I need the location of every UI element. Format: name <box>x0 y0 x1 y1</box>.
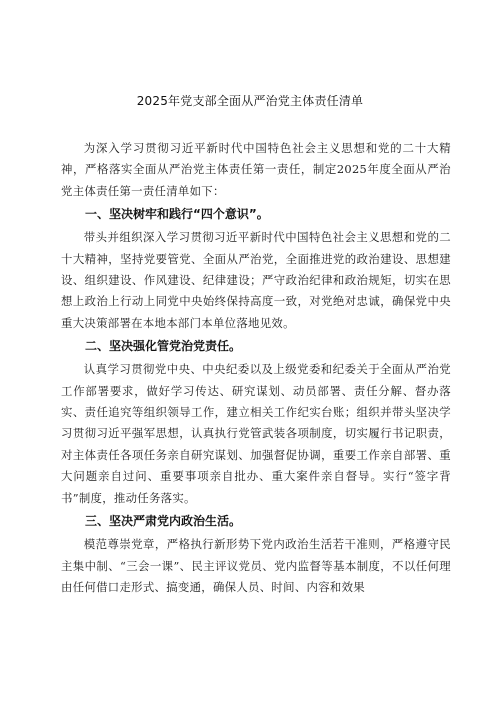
intro-paragraph: 为深入学习贯彻习近平新时代中国特色社会主义思想和党的二十大精神，严格落实全面从严治党主体责任第一责任，制定2025年度全面从严治党主体责任第一责任清单如下： <box>61 141 451 198</box>
section-1-body: 带头并组织深入学习贯彻习近平新时代中国特色社会主义思想和党的二十大精神，坚持党要管党、全面从严治党，全面推进党的政治建设、思想建设、组织建设、作风建设、纪律建设；严守政治纪律和政治规矩，切实在思想上政治上行动上同党中央始终保持高度一致，对党绝对忠诚，确保党中央重大决策部署在本地本部门本单位落地见效。 <box>61 230 451 330</box>
document-title: 2025年党支部全面从严治党主体责任清单 <box>136 94 364 108</box>
section-2-body: 认真学习贯彻党中央、中央纪委以及上级党委和纪委关于全面从严治党工作部署要求，做好学习传达、研究谋划、动员部署、责任分解、督办落实、责任追究等组织领导工作，建立相关工作纪实台账；组织并带头坚决学习贯彻习近平强军思想，认真执行党管武装各项制度，切实履行书记职责，对主体责任各项任务亲自研究谋划、加强督促协调，重要工作亲自部署、重大问题亲自过问、重要事项亲自批办、重大案件亲自督导。实行“签字背书”制度，推动任务落实。 <box>61 362 451 505</box>
section-2-heading: 二、坚决强化管党治党责任。 <box>85 339 242 354</box>
document-body <box>61 138 451 598</box>
section-3-body: 模范尊崇党章，严格执行新形势下党内政治生活若干准则，严格遵守民主集中制、“三会一课”、民主评议党员、党内监督等基本制度，不以任何理由任何借口走形式、搞变通，确保人员、时间、内容和效果 <box>61 537 451 594</box>
section-1-heading: 一、坚决树牢和践行“四个意识”。 <box>85 207 269 222</box>
section-3-heading: 三、坚决严肃党内政治生活。 <box>85 514 242 529</box>
